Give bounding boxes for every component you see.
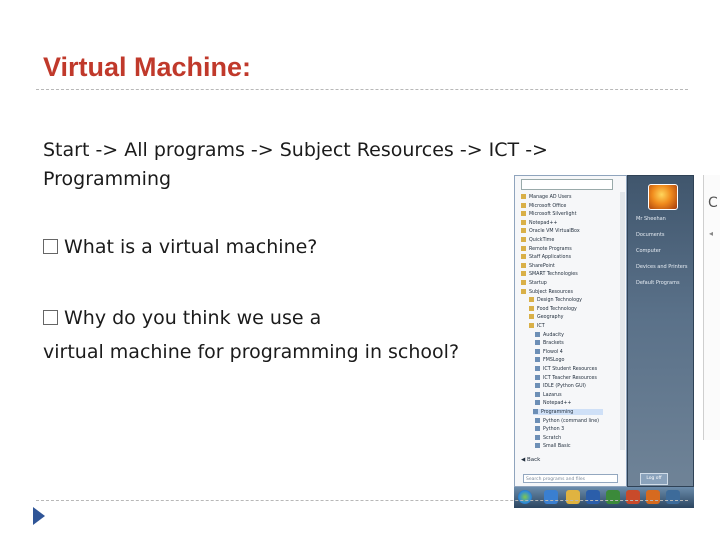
folder-icon bbox=[521, 263, 526, 268]
background-window-edge bbox=[703, 175, 720, 440]
program-icon bbox=[535, 435, 540, 440]
program-item-label: SMART Technologies bbox=[529, 272, 578, 278]
program-icon bbox=[535, 375, 540, 380]
place-item[interactable]: Devices and Printers bbox=[636, 264, 688, 270]
program-item[interactable] bbox=[521, 289, 573, 295]
program-item-label: Microsoft Office bbox=[529, 203, 567, 209]
taskbar bbox=[514, 487, 694, 508]
folder-icon bbox=[529, 297, 534, 302]
program-item-label: Staff Applications bbox=[529, 255, 571, 261]
program-item[interactable] bbox=[521, 280, 547, 286]
arrow-icon: ◂ bbox=[709, 229, 714, 238]
program-item-label: Notepad++ bbox=[529, 220, 558, 226]
windows-orb-icon[interactable] bbox=[518, 490, 532, 504]
program-item[interactable] bbox=[535, 426, 564, 432]
program-item-label: Food Technology bbox=[537, 306, 577, 312]
program-icon bbox=[535, 332, 540, 337]
place-item[interactable]: Mr Sheehan bbox=[636, 216, 666, 222]
program-item[interactable] bbox=[521, 271, 578, 277]
program-item[interactable] bbox=[529, 297, 582, 303]
folder-icon bbox=[529, 306, 534, 311]
bullet-2-line-2: virtual machine for programming in school? bbox=[43, 341, 460, 363]
program-item-label: Flowol 4 bbox=[543, 349, 563, 355]
program-item-label: SharePoint bbox=[529, 263, 555, 269]
program-item[interactable] bbox=[535, 340, 564, 346]
footer-divider bbox=[36, 500, 688, 501]
program-icon bbox=[535, 366, 540, 371]
program-icon bbox=[535, 443, 540, 448]
logoff-button[interactable]: Log off bbox=[640, 473, 668, 485]
bullet-2-line-1: Why do you think we use a bbox=[64, 307, 322, 329]
top-field bbox=[521, 179, 613, 190]
program-icon bbox=[535, 357, 540, 362]
program-item[interactable] bbox=[535, 383, 586, 389]
program-item-label: Microsoft Silverlight bbox=[529, 212, 577, 218]
path-line-1: Start -> All programs -> Subject Resources -> ICT -> bbox=[43, 139, 548, 161]
program-item-label: Subject Resources bbox=[529, 289, 573, 295]
program-icon bbox=[535, 426, 540, 431]
word-icon[interactable] bbox=[586, 490, 600, 504]
program-item[interactable] bbox=[521, 228, 580, 234]
program-item-label: Notepad++ bbox=[543, 401, 572, 407]
program-item[interactable] bbox=[521, 246, 572, 252]
program-item[interactable] bbox=[535, 366, 597, 372]
folder-icon bbox=[521, 220, 526, 225]
folder-icon bbox=[521, 271, 526, 276]
program-icon bbox=[535, 400, 540, 405]
next-slide-arrow-icon[interactable] bbox=[33, 507, 45, 525]
program-icon bbox=[535, 340, 540, 345]
program-item[interactable] bbox=[535, 349, 563, 355]
start-menu-screenshot bbox=[514, 175, 694, 508]
program-item-label: QuickTime bbox=[529, 238, 555, 243]
program-item-label: Audacity bbox=[543, 332, 564, 338]
programs-pane bbox=[514, 175, 627, 487]
slide-title: Virtual Machine: bbox=[43, 52, 252, 82]
folder-icon bbox=[521, 289, 526, 294]
program-icon bbox=[535, 383, 540, 388]
program-item[interactable] bbox=[533, 409, 603, 415]
bullet-box-icon bbox=[43, 310, 58, 325]
program-icon bbox=[533, 409, 538, 414]
program-item-label: Geography bbox=[537, 315, 564, 321]
program-item[interactable] bbox=[535, 392, 562, 398]
places-pane bbox=[627, 175, 694, 487]
program-item[interactable] bbox=[535, 400, 571, 406]
program-item-label: Small Basic bbox=[543, 444, 571, 450]
program-item[interactable] bbox=[535, 443, 571, 449]
window-letter: C bbox=[708, 195, 718, 211]
place-item[interactable]: Documents bbox=[636, 232, 665, 238]
program-item-label: Startup bbox=[529, 281, 547, 286]
program-item-label: Python (command line) bbox=[543, 418, 600, 424]
title-divider bbox=[36, 89, 688, 90]
path-line-2: Programming bbox=[43, 168, 172, 190]
folder-icon bbox=[521, 254, 526, 259]
folder-icon bbox=[521, 228, 526, 233]
program-item-label: IDLE (Python GUI) bbox=[543, 384, 586, 390]
folder-icon bbox=[529, 323, 534, 328]
back-item[interactable]: ◀ Back bbox=[521, 457, 541, 463]
program-item[interactable] bbox=[529, 314, 563, 320]
bullet-1-text: What is a virtual machine? bbox=[64, 236, 318, 258]
program-item-label: Brackets bbox=[543, 341, 564, 347]
program-item[interactable] bbox=[535, 418, 599, 424]
program-item-label: Python 3 bbox=[543, 427, 565, 433]
program-item[interactable] bbox=[521, 263, 555, 269]
program-item[interactable] bbox=[535, 435, 561, 441]
program-item[interactable] bbox=[521, 211, 576, 217]
program-icon bbox=[535, 392, 540, 397]
powerpoint-icon[interactable] bbox=[626, 490, 640, 504]
program-item[interactable] bbox=[529, 323, 545, 329]
program-item[interactable] bbox=[521, 203, 566, 209]
folder-icon bbox=[521, 203, 526, 208]
program-item[interactable] bbox=[535, 375, 597, 381]
program-item-label: Programming bbox=[541, 410, 574, 415]
program-icon bbox=[535, 418, 540, 423]
bullet-box-icon bbox=[43, 239, 58, 254]
program-item-label: ICT Student Resources bbox=[543, 367, 598, 372]
program-item[interactable] bbox=[521, 254, 571, 260]
program-item[interactable] bbox=[535, 357, 564, 363]
program-item-label: Oracle VM VirtualBox bbox=[529, 229, 580, 235]
bullet-1 bbox=[43, 233, 317, 262]
folder-icon bbox=[521, 237, 526, 242]
bullet-2 bbox=[43, 304, 459, 367]
program-item-label: ICT Teacher Resources bbox=[543, 375, 597, 381]
program-item-label: FMSLogo bbox=[543, 358, 565, 364]
program-icon bbox=[535, 349, 540, 354]
excel-icon[interactable] bbox=[606, 490, 620, 504]
user-picture-icon bbox=[648, 184, 678, 210]
app-icon[interactable] bbox=[666, 490, 680, 504]
program-item-label: Lazarus bbox=[543, 392, 562, 398]
firefox-icon[interactable] bbox=[646, 490, 660, 504]
explorer-folder-icon[interactable] bbox=[566, 490, 580, 504]
start-search-input[interactable]: Search programs and files bbox=[523, 474, 618, 483]
folder-icon bbox=[521, 246, 526, 251]
program-item[interactable] bbox=[521, 220, 557, 226]
program-item-label: Scratch bbox=[543, 435, 562, 441]
folder-icon bbox=[521, 211, 526, 216]
program-item[interactable] bbox=[521, 194, 572, 200]
program-item[interactable] bbox=[529, 306, 577, 312]
place-item[interactable]: Computer bbox=[636, 248, 661, 254]
program-item[interactable] bbox=[521, 237, 554, 243]
place-item[interactable]: Default Programs bbox=[636, 280, 680, 286]
program-item[interactable] bbox=[535, 332, 564, 338]
folder-icon bbox=[521, 280, 526, 285]
programs-scrollbar[interactable] bbox=[620, 192, 625, 450]
internet-explorer-icon[interactable] bbox=[544, 490, 558, 504]
program-item-label: Manage AD Users bbox=[529, 195, 572, 200]
path-text bbox=[43, 136, 548, 194]
folder-icon bbox=[521, 194, 526, 199]
program-item-label: Remote Programs bbox=[529, 246, 572, 252]
program-item-label: ICT bbox=[537, 324, 545, 329]
program-item-label: Design Technology bbox=[537, 298, 582, 304]
folder-icon bbox=[529, 314, 534, 319]
